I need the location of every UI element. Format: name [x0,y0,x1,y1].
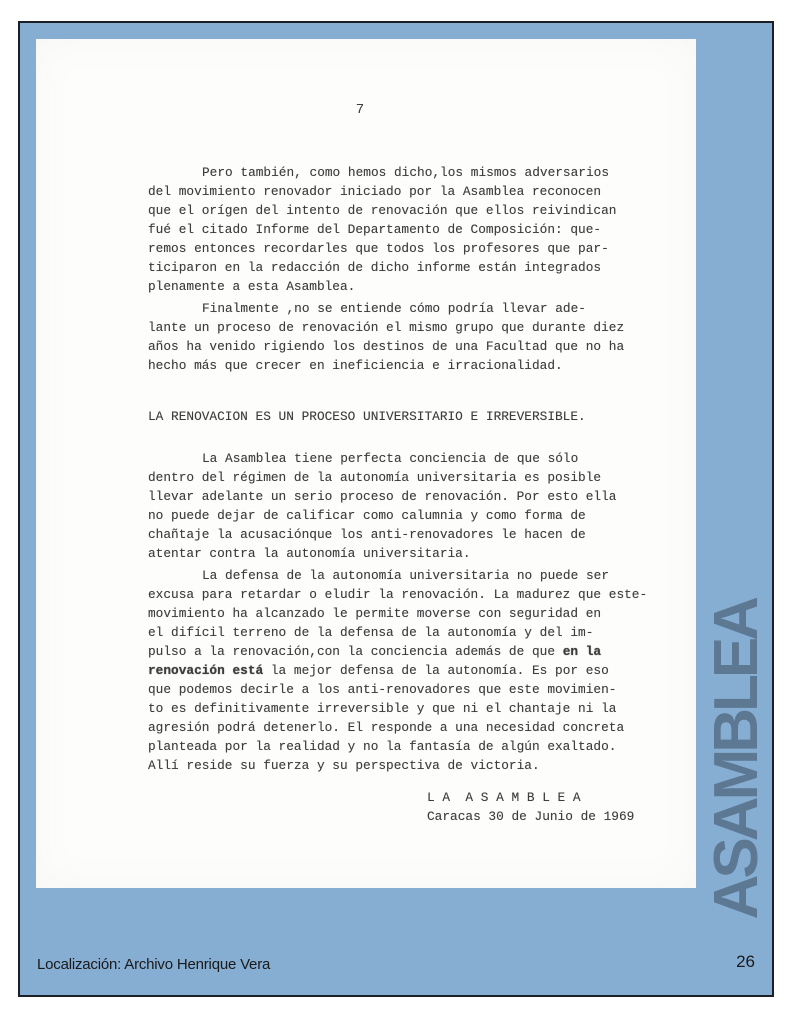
text-line: llevar adelante un serio proceso de renovación. Por esto ella [148,489,617,504]
text-line: que el orígen del intento de renovación que ellos reivindican [148,203,617,218]
signature-block [427,788,660,826]
text-line: no puede dejar de calificar como calumnia y como forma de [148,508,586,523]
text-line: chañtaje la acusaciónque los anti-renovadores le hacen de [148,527,586,542]
text-line: lante un proceso de renovación el mismo grupo que durante diez [148,320,625,335]
paragraph [148,566,660,775]
paragraph [148,163,660,296]
section-heading [148,407,660,426]
text-line: plenamente a esta Asamblea. [148,279,356,294]
catalog-page-number: 26 [736,952,755,971]
text-line: que podemos decirle a los anti-renovadores que este movimien- [148,682,617,697]
document-body [148,163,660,826]
text-line: La defensa de la autonomía universitaria no puede ser [202,568,610,583]
text-line: hecho más que crecer en ineficiencia e irracionalidad. [148,358,563,373]
text-line: to es definitivamente irreversible y que ni el chantaje ni la [148,701,617,716]
text-line: remos entonces recordarles que todos los profesores que par- [148,241,609,256]
text-line: agresión podrá detenerlo. El responde a una necesidad concreta [148,720,625,735]
text-line: La Asamblea tiene perfecta conciencia de que sólo [202,451,579,466]
text-line: L A A S A M B L E A [427,790,581,805]
text-line: Pero también, como hemos dicho,los mismos adversarios [202,165,610,180]
text-line: dentro del régimen de la autonomía universitaria es posible [148,470,602,485]
text-line: excusa para retardar o eludir la renovación. La madurez que este- [148,587,648,602]
text-line: renovación está la mejor defensa de la autonomía. Es por eso [148,663,609,678]
text-line: atentar contra la autonomía universitaria. [148,546,471,561]
text-line: Allí reside su fuerza y su perspectiva de victoria. [148,758,540,773]
text-line: del movimiento renovador iniciado por la Asamblea reconocen [148,184,602,199]
text-line: el difícil terreno de la defensa de la autonomía y del im- [148,625,594,640]
text-line: LA RENOVACION ES UN PROCESO UNIVERSITARIO E IRREVERSIBLE. [148,409,586,424]
text-line: movimiento ha alcanzado le permite moverse con seguridad en [148,606,602,621]
text-line: Caracas 30 de Junio de 1969 [427,809,635,824]
paragraph [148,449,660,563]
text-line: pulso a la renovación,con la conciencia además de que en la [148,644,602,659]
document-page-number: 7 [355,102,365,118]
text-line: fué el citado Informe del Departamento de Composición: que- [148,222,602,237]
scanned-document-page [36,39,696,888]
vertical-collection-label: ASAMBLEA [702,599,771,919]
text-line: Finalmente ,no se entiende cómo podría llevar ade- [202,301,586,316]
text-line: planteada por la realidad y no la fantasía de algún exaltado. [148,739,617,754]
archive-frame [18,21,774,997]
location-caption: Localización: Archivo Henrique Vera [37,956,271,973]
paragraph [148,299,660,375]
text-line: ticiparon en la redacción de dicho informe están integrados [148,260,602,275]
text-line: años ha venido rigiendo los destinos de una Facultad que no ha [148,339,625,354]
